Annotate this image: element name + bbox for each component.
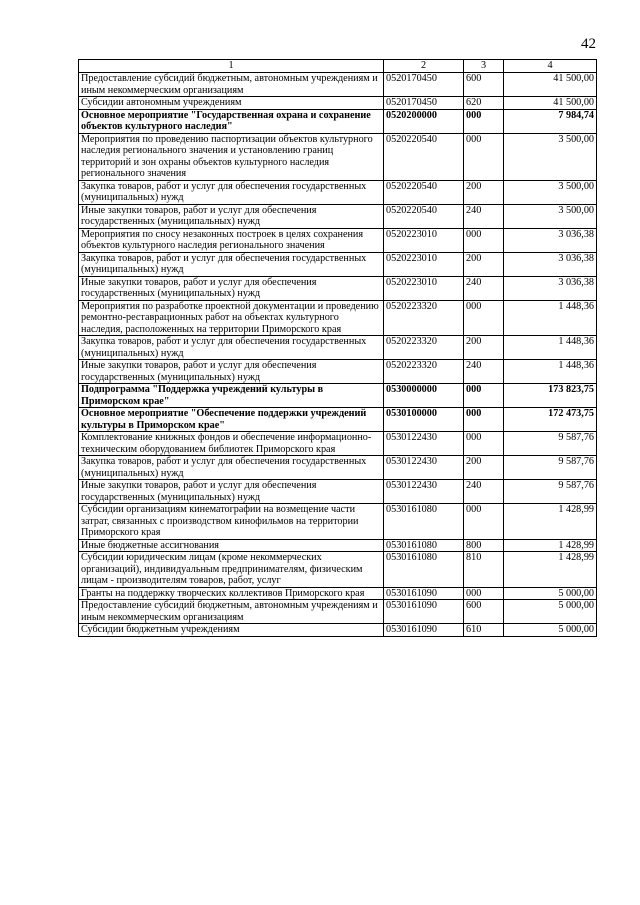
row-amount-cell: 9 587,76 [504, 480, 597, 504]
table-row [79, 300, 597, 336]
table-row [79, 252, 597, 276]
row-type-cell: 000 [464, 109, 504, 133]
row-name-cell: Иные закупки товаров, работ и услуг для обеспечения государственных (муниципальных) нужд [79, 360, 384, 384]
row-amount-cell: 3 500,00 [504, 180, 597, 204]
row-amount-cell: 1 448,36 [504, 300, 597, 336]
row-name-cell: Мероприятия по проведению паспортизации объектов культурного наследия регионального значения и установлению границ территорий и зон охраны объектов культурного наследия регионального значения [79, 133, 384, 180]
row-name-cell: Субсидии автономным учреждениям [79, 97, 384, 110]
row-name-cell: Иные закупки товаров, работ и услуг для обеспечения государственных (муниципальных) нужд [79, 204, 384, 228]
row-type-cell: 200 [464, 336, 504, 360]
row-code-cell: 0520170450 [384, 73, 464, 97]
row-type-cell: 000 [464, 504, 504, 540]
table-row [79, 73, 597, 97]
header-col-1: 1 [79, 60, 384, 73]
row-code-cell: 0530161090 [384, 600, 464, 624]
row-type-cell: 800 [464, 539, 504, 552]
table-row [79, 133, 597, 180]
row-type-cell: 620 [464, 97, 504, 110]
row-amount-cell: 1 428,99 [504, 552, 597, 588]
row-amount-cell: 9 587,76 [504, 432, 597, 456]
row-code-cell: 0520220540 [384, 180, 464, 204]
row-name-cell: Гранты на поддержку творческих коллективов Приморского края [79, 587, 384, 600]
table-row [79, 180, 597, 204]
budget-table [78, 59, 597, 637]
row-code-cell: 0530000000 [384, 384, 464, 408]
row-code-cell: 0520223320 [384, 360, 464, 384]
table-row [79, 228, 597, 252]
row-name-cell: Закупка товаров, работ и услуг для обеспечения государственных (муниципальных) нужд [79, 180, 384, 204]
row-amount-cell: 3 500,00 [504, 204, 597, 228]
row-type-cell: 000 [464, 587, 504, 600]
row-type-cell: 000 [464, 133, 504, 180]
row-name-cell: Подпрограмма "Поддержка учреждений культуры в Приморском крае" [79, 384, 384, 408]
row-name-cell: Иные закупки товаров, работ и услуг для обеспечения государственных (муниципальных) нужд [79, 276, 384, 300]
row-name-cell: Основное мероприятие "Обеспечение поддержки учреждений культуры в Приморском крае" [79, 408, 384, 432]
table-row [79, 204, 597, 228]
row-type-cell: 240 [464, 360, 504, 384]
table-row [79, 600, 597, 624]
row-amount-cell: 7 984,74 [504, 109, 597, 133]
table-row [79, 539, 597, 552]
row-type-cell: 200 [464, 180, 504, 204]
row-type-cell: 240 [464, 204, 504, 228]
row-name-cell: Иные бюджетные ассигнования [79, 539, 384, 552]
row-type-cell: 200 [464, 456, 504, 480]
row-amount-cell: 5 000,00 [504, 600, 597, 624]
page-number: 42 [581, 36, 596, 52]
row-amount-cell: 41 500,00 [504, 73, 597, 97]
row-code-cell: 0530122430 [384, 432, 464, 456]
row-code-cell: 0530161090 [384, 624, 464, 637]
row-code-cell: 0530122430 [384, 456, 464, 480]
header-col-2: 2 [384, 60, 464, 73]
table-row [79, 552, 597, 588]
row-type-cell: 240 [464, 276, 504, 300]
row-name-cell: Предоставление субсидий бюджетным, автономным учреждениям и иным некоммерческим организациям [79, 73, 384, 97]
row-type-cell: 200 [464, 252, 504, 276]
row-code-cell: 0530161080 [384, 504, 464, 540]
row-amount-cell: 5 000,00 [504, 587, 597, 600]
row-name-cell: Предоставление субсидий бюджетным, автономным учреждениям и иным некоммерческим организациям [79, 600, 384, 624]
row-code-cell: 0530161080 [384, 552, 464, 588]
row-code-cell: 0520200000 [384, 109, 464, 133]
row-amount-cell: 1 428,99 [504, 504, 597, 540]
row-name-cell: Закупка товаров, работ и услуг для обеспечения государственных (муниципальных) нужд [79, 336, 384, 360]
row-code-cell: 0520223010 [384, 228, 464, 252]
row-amount-cell: 5 000,00 [504, 624, 597, 637]
table-row [79, 336, 597, 360]
row-code-cell: 0530100000 [384, 408, 464, 432]
row-amount-cell: 172 473,75 [504, 408, 597, 432]
row-code-cell: 0520223010 [384, 252, 464, 276]
row-type-cell: 000 [464, 408, 504, 432]
row-name-cell: Субсидии юридическим лицам (кроме некоммерческих организаций), индивидуальным предпринимателям, физическим лицам - производителям товаров, работ, услуг [79, 552, 384, 588]
row-name-cell: Мероприятия по сносу незаконных построек в целях сохранения объектов культурного наследия регионального значения [79, 228, 384, 252]
row-name-cell: Закупка товаров, работ и услуг для обеспечения государственных (муниципальных) нужд [79, 456, 384, 480]
row-code-cell: 0530161090 [384, 587, 464, 600]
header-col-3: 3 [464, 60, 504, 73]
row-type-cell: 000 [464, 228, 504, 252]
table-row [79, 456, 597, 480]
row-name-cell: Иные закупки товаров, работ и услуг для обеспечения государственных (муниципальных) нужд [79, 480, 384, 504]
row-code-cell: 0520220540 [384, 133, 464, 180]
row-amount-cell: 1 448,36 [504, 360, 597, 384]
row-type-cell: 600 [464, 73, 504, 97]
row-amount-cell: 3 036,38 [504, 228, 597, 252]
row-name-cell: Мероприятия по разработке проектной документации и проведению ремонтно-реставрационных работ на объектах культурного наследия, расположенных на территории Приморского края [79, 300, 384, 336]
table-row [79, 432, 597, 456]
row-code-cell: 0530122430 [384, 480, 464, 504]
table-row [79, 408, 597, 432]
row-type-cell: 610 [464, 624, 504, 637]
table-row [79, 624, 597, 637]
row-code-cell: 0520223320 [384, 300, 464, 336]
row-code-cell: 0520223320 [384, 336, 464, 360]
table-row [79, 480, 597, 504]
row-type-cell: 000 [464, 384, 504, 408]
table-row [79, 97, 597, 110]
row-amount-cell: 1 448,36 [504, 336, 597, 360]
row-type-cell: 810 [464, 552, 504, 588]
row-code-cell: 0520170450 [384, 97, 464, 110]
row-type-cell: 000 [464, 432, 504, 456]
row-amount-cell: 1 428,99 [504, 539, 597, 552]
row-name-cell: Комплектование книжных фондов и обеспечение информационно-техническим оборудованием библиотек Приморского края [79, 432, 384, 456]
row-name-cell: Закупка товаров, работ и услуг для обеспечения государственных (муниципальных) нужд [79, 252, 384, 276]
row-amount-cell: 9 587,76 [504, 456, 597, 480]
row-amount-cell: 173 823,75 [504, 384, 597, 408]
table-row [79, 587, 597, 600]
table-row [79, 384, 597, 408]
table-row [79, 504, 597, 540]
row-code-cell: 0520220540 [384, 204, 464, 228]
row-amount-cell: 3 500,00 [504, 133, 597, 180]
row-type-cell: 600 [464, 600, 504, 624]
row-type-cell: 000 [464, 300, 504, 336]
row-name-cell: Основное мероприятие "Государственная охрана и сохранение объектов культурного наследия" [79, 109, 384, 133]
row-amount-cell: 41 500,00 [504, 97, 597, 110]
row-type-cell: 240 [464, 480, 504, 504]
header-col-4: 4 [504, 60, 597, 73]
row-code-cell: 0520223010 [384, 276, 464, 300]
table-row [79, 360, 597, 384]
header-row [79, 60, 597, 73]
row-amount-cell: 3 036,38 [504, 252, 597, 276]
row-name-cell: Субсидии бюджетным учреждениям [79, 624, 384, 637]
row-name-cell: Субсидии организациям кинематографии на возмещение части затрат, связанных с производством кинофильмов на территории Приморского края [79, 504, 384, 540]
row-amount-cell: 3 036,38 [504, 276, 597, 300]
table-row [79, 276, 597, 300]
row-code-cell: 0530161080 [384, 539, 464, 552]
table-row [79, 109, 597, 133]
